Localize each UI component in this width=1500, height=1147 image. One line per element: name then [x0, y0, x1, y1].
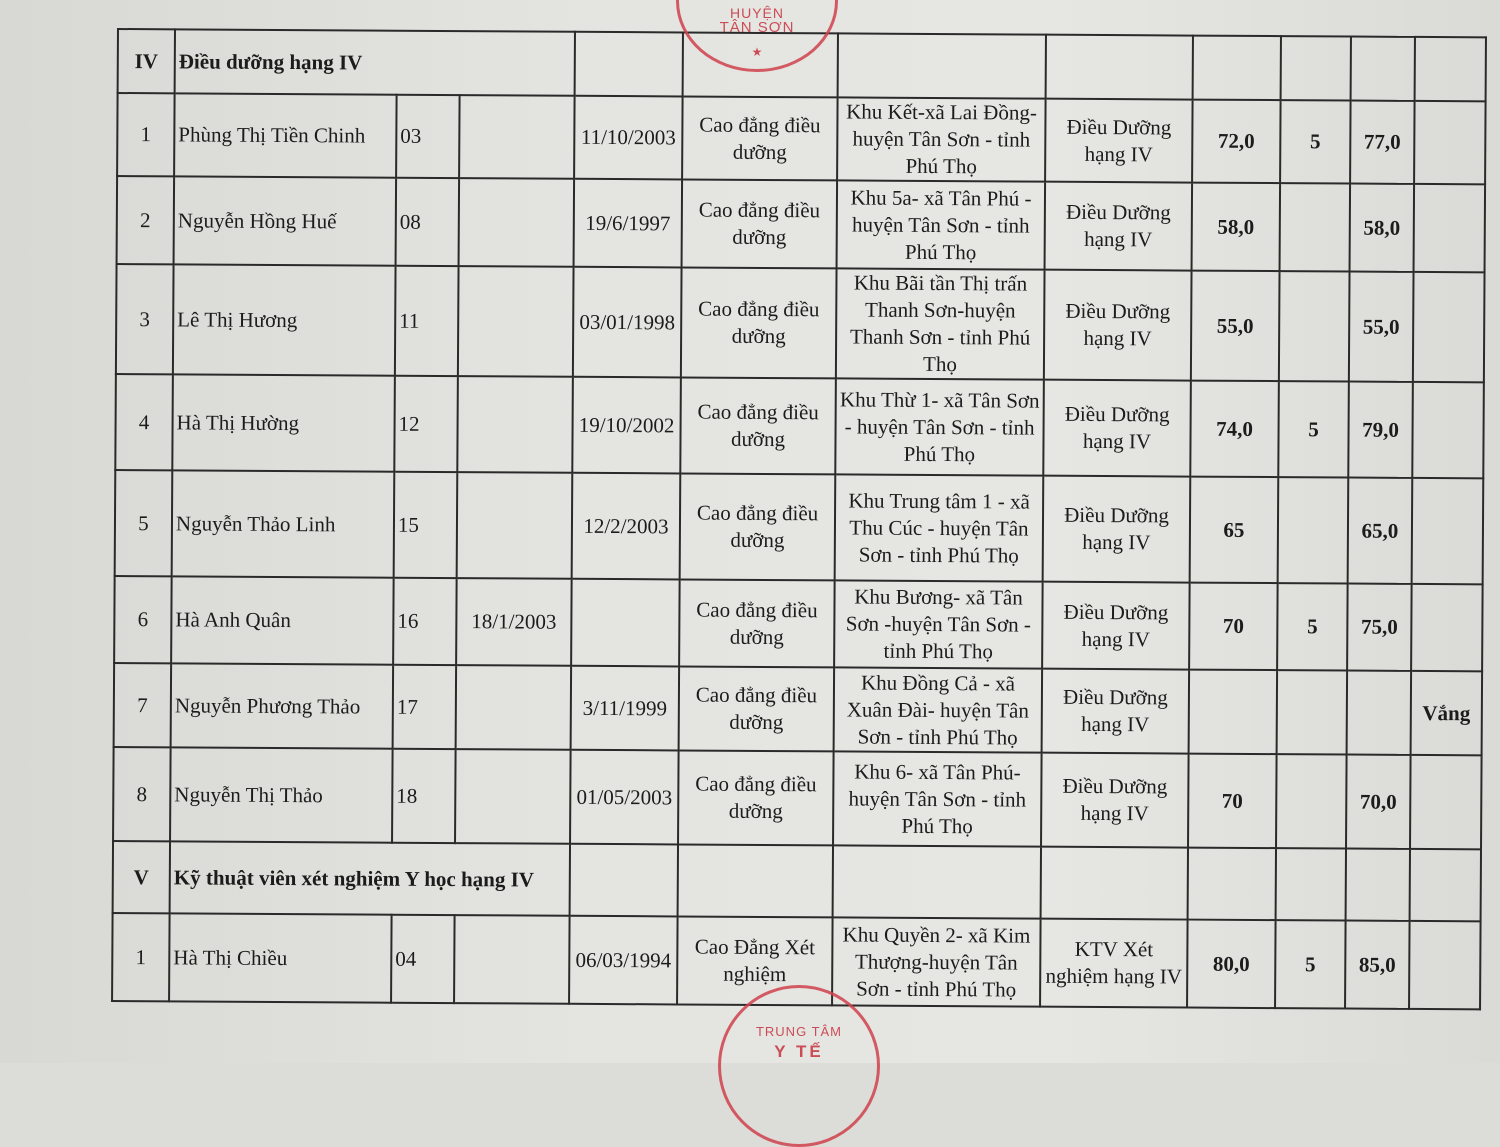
empty-cell — [1193, 36, 1281, 101]
table-row — [115, 470, 1484, 584]
section-title: Kỹ thuật viên xét nghiệm Y học hạng IV — [170, 841, 570, 915]
empty-cell — [1346, 849, 1410, 921]
candidate-name: Lê Thị Hương — [173, 264, 396, 375]
home-address: Khu Quyền 2- xã Kim Thượng-huyện Tân Sơn - tỉnh Phú Thọ — [832, 917, 1041, 1006]
candidate-code: 04 — [391, 915, 455, 1003]
education-level: Cao đẳng điều dưỡng — [681, 267, 837, 378]
total-score: 75,0 — [1347, 584, 1412, 671]
education-level: Cao đẳng điều dưỡng — [679, 579, 835, 667]
dob-male — [456, 665, 572, 750]
remark — [1412, 478, 1484, 584]
seal-bottom-text-2: Y TẾ — [774, 1042, 824, 1061]
applied-position: Điều Dưỡng hạng IV — [1044, 270, 1192, 381]
row-number: 6 — [114, 576, 172, 663]
exam-score: 55,0 — [1191, 271, 1280, 382]
priority-points — [1277, 670, 1348, 754]
seal-top-text-1: HUYỆN — [729, 5, 784, 21]
exam-score — [1189, 670, 1278, 755]
education-level: Cao đẳng điều dưỡng — [680, 377, 836, 474]
total-score: 85,0 — [1345, 921, 1410, 1009]
exam-score: 80,0 — [1187, 920, 1276, 1009]
priority-points — [1276, 754, 1347, 848]
dob-female: 06/03/1994 — [569, 916, 678, 1005]
dob-female: 11/10/2003 — [574, 96, 683, 180]
empty-cell — [1041, 847, 1188, 920]
empty-cell — [1415, 37, 1486, 101]
education-level: Cao Đẳng Xét nghiệm — [677, 916, 833, 1005]
dob-male — [459, 95, 575, 179]
education-level: Cao đẳng điều dưỡng — [680, 473, 836, 580]
total-score: 65,0 — [1348, 478, 1413, 584]
candidate-results-table — [111, 28, 1487, 1010]
table-body — [112, 29, 1486, 1009]
candidate-name: Hà Thị Chiều — [169, 913, 392, 1002]
priority-points: 5 — [1275, 920, 1346, 1008]
dob-female: 01/05/2003 — [570, 750, 679, 845]
table-row — [113, 747, 1482, 849]
applied-position: Điều Dưỡng hạng IV — [1045, 99, 1193, 183]
row-number: 1 — [117, 93, 175, 176]
dob-male — [454, 915, 570, 1004]
priority-points: 5 — [1278, 381, 1349, 477]
empty-cell — [833, 845, 1041, 918]
row-number: 7 — [114, 663, 172, 747]
empty-cell — [678, 844, 833, 917]
exam-score: 65 — [1190, 477, 1279, 584]
section-roman-numeral: IV — [118, 29, 175, 93]
exam-score: 58,0 — [1192, 183, 1281, 272]
section-roman-numeral: V — [113, 841, 170, 913]
home-address: Khu Trung tâm 1 - xã Thu Cúc - huyện Tân Sơn - tỉnh Phú Thọ — [835, 474, 1044, 581]
table-row — [114, 576, 1483, 671]
dob-male — [457, 376, 573, 473]
home-address: Khu Bãi tần Thị trấn Thanh Sơn-huyện Thanh Sơn - tỉnh Phú Thọ — [836, 268, 1045, 379]
candidate-code: 16 — [393, 578, 457, 665]
dob-male — [457, 472, 573, 579]
priority-points — [1278, 477, 1349, 583]
empty-cell — [1188, 848, 1276, 921]
remark: Vắng — [1411, 671, 1483, 755]
candidate-name: Nguyễn Hồng Huế — [174, 176, 397, 265]
remark — [1410, 755, 1482, 849]
priority-points — [1280, 183, 1351, 271]
dob-female — [571, 579, 680, 667]
home-address: Khu Thừ 1- xã Tân Sơn - huyện Tân Sơn - tỉnh Phú Thọ — [835, 378, 1044, 475]
total-score — [1347, 671, 1412, 755]
remark — [1413, 272, 1485, 382]
candidate-name: Nguyễn Phương Thảo — [171, 663, 394, 748]
row-number: 2 — [117, 176, 175, 264]
seal-star-icon: ★ — [751, 45, 763, 59]
candidate-code: 17 — [393, 665, 457, 749]
row-number: 8 — [113, 747, 171, 841]
education-level: Cao đẳng điều dưỡng — [679, 666, 835, 751]
education-level: Cao đẳng điều dưỡng — [682, 179, 838, 268]
candidate-code: 12 — [394, 376, 458, 472]
priority-points — [1279, 271, 1350, 381]
empty-cell — [570, 844, 678, 917]
exam-score: 70 — [1189, 583, 1278, 671]
dob-female: 19/10/2002 — [572, 377, 681, 474]
table-row — [115, 374, 1484, 478]
seal-bottom-text-1: TRUNG TÂM — [755, 1024, 843, 1039]
dob-female: 3/11/1999 — [571, 666, 680, 751]
remark — [1409, 921, 1481, 1009]
applied-position: Điều Dưỡng hạng IV — [1043, 476, 1191, 583]
empty-cell — [1410, 849, 1481, 921]
exam-score: 70 — [1188, 754, 1277, 849]
home-address: Khu Đồng Cả - xã Xuân Đài- huyện Tân Sơn - tỉnh Phú Thọ — [834, 667, 1043, 752]
education-level: Cao đẳng điều dưỡng — [682, 96, 838, 180]
dob-male — [458, 266, 574, 377]
total-score: 55,0 — [1349, 272, 1414, 382]
exam-score: 72,0 — [1192, 100, 1281, 184]
total-score: 58,0 — [1350, 184, 1415, 272]
candidate-code: 08 — [396, 178, 460, 266]
candidate-code: 03 — [396, 95, 460, 178]
dob-male: 18/1/2003 — [456, 578, 572, 666]
row-number: 4 — [115, 374, 173, 470]
empty-cell — [1276, 848, 1346, 920]
applied-position: Điều Dưỡng hạng IV — [1042, 669, 1190, 754]
empty-cell — [1281, 36, 1351, 100]
section-header-row — [113, 841, 1481, 921]
total-score: 79,0 — [1348, 382, 1413, 478]
candidate-code: 18 — [392, 749, 456, 843]
exam-score: 74,0 — [1190, 381, 1279, 478]
total-score: 70,0 — [1346, 755, 1411, 849]
remark — [1411, 584, 1483, 671]
home-address: Khu 5a- xã Tân Phú - huyện Tân Sơn - tỉnh Phú Thọ — [837, 180, 1046, 269]
candidate-name: Nguyễn Thảo Linh — [172, 470, 395, 577]
row-number: 3 — [116, 264, 174, 374]
dob-female: 03/01/1998 — [573, 267, 682, 378]
row-number: 1 — [112, 913, 170, 1001]
home-address: Khu Bương- xã Tân Sơn -huyện Tân Sơn - tỉnh Phú Thọ — [834, 580, 1043, 668]
empty-cell — [1351, 37, 1415, 101]
empty-cell — [1046, 35, 1193, 100]
education-level: Cao đẳng điều dưỡng — [678, 750, 834, 845]
remark — [1412, 382, 1484, 478]
applied-position: KTV Xét nghiệm hạng IV — [1040, 919, 1188, 1008]
applied-position: Điều Dưỡng hạng IV — [1041, 753, 1189, 848]
home-address: Khu Kết-xã Lai Đồng-huyện Tân Sơn - tỉnh Phú Thọ — [837, 97, 1046, 181]
applied-position: Điều Dưỡng hạng IV — [1042, 582, 1190, 670]
home-address: Khu 6- xã Tân Phú- huyện Tân Sơn - tỉnh Phú Thọ — [833, 751, 1042, 846]
row-number: 5 — [115, 470, 173, 576]
total-score: 77,0 — [1350, 101, 1415, 184]
priority-points: 5 — [1277, 583, 1348, 670]
table-row — [114, 663, 1483, 755]
remark — [1414, 101, 1486, 184]
candidate-code: 11 — [395, 266, 459, 376]
dob-male — [455, 749, 571, 844]
table-row — [117, 93, 1485, 184]
remark — [1414, 184, 1486, 272]
candidate-name: Nguyễn Thị Thảo — [170, 747, 393, 842]
dob-female: 12/2/2003 — [572, 473, 681, 580]
seal-top-text-2: TÂN SƠN — [719, 19, 795, 36]
candidate-code: 15 — [394, 472, 458, 578]
applied-position: Điều Dưỡng hạng IV — [1045, 182, 1193, 271]
red-seal-bottom — [718, 985, 880, 1147]
candidate-name: Phùng Thị Tiền Chinh — [174, 93, 397, 177]
priority-points: 5 — [1280, 100, 1351, 183]
empty-cell — [838, 33, 1046, 98]
dob-female: 19/6/1997 — [574, 179, 683, 268]
candidate-name: Hà Anh Quân — [171, 576, 394, 664]
dob-male — [459, 178, 575, 267]
applied-position: Điều Dưỡng hạng IV — [1043, 380, 1191, 477]
table-row — [116, 264, 1485, 382]
table-row — [117, 176, 1486, 272]
section-title: Điều dưỡng hạng IV — [175, 29, 575, 95]
candidate-name: Hà Thị Hường — [172, 374, 395, 471]
empty-cell — [575, 32, 683, 97]
